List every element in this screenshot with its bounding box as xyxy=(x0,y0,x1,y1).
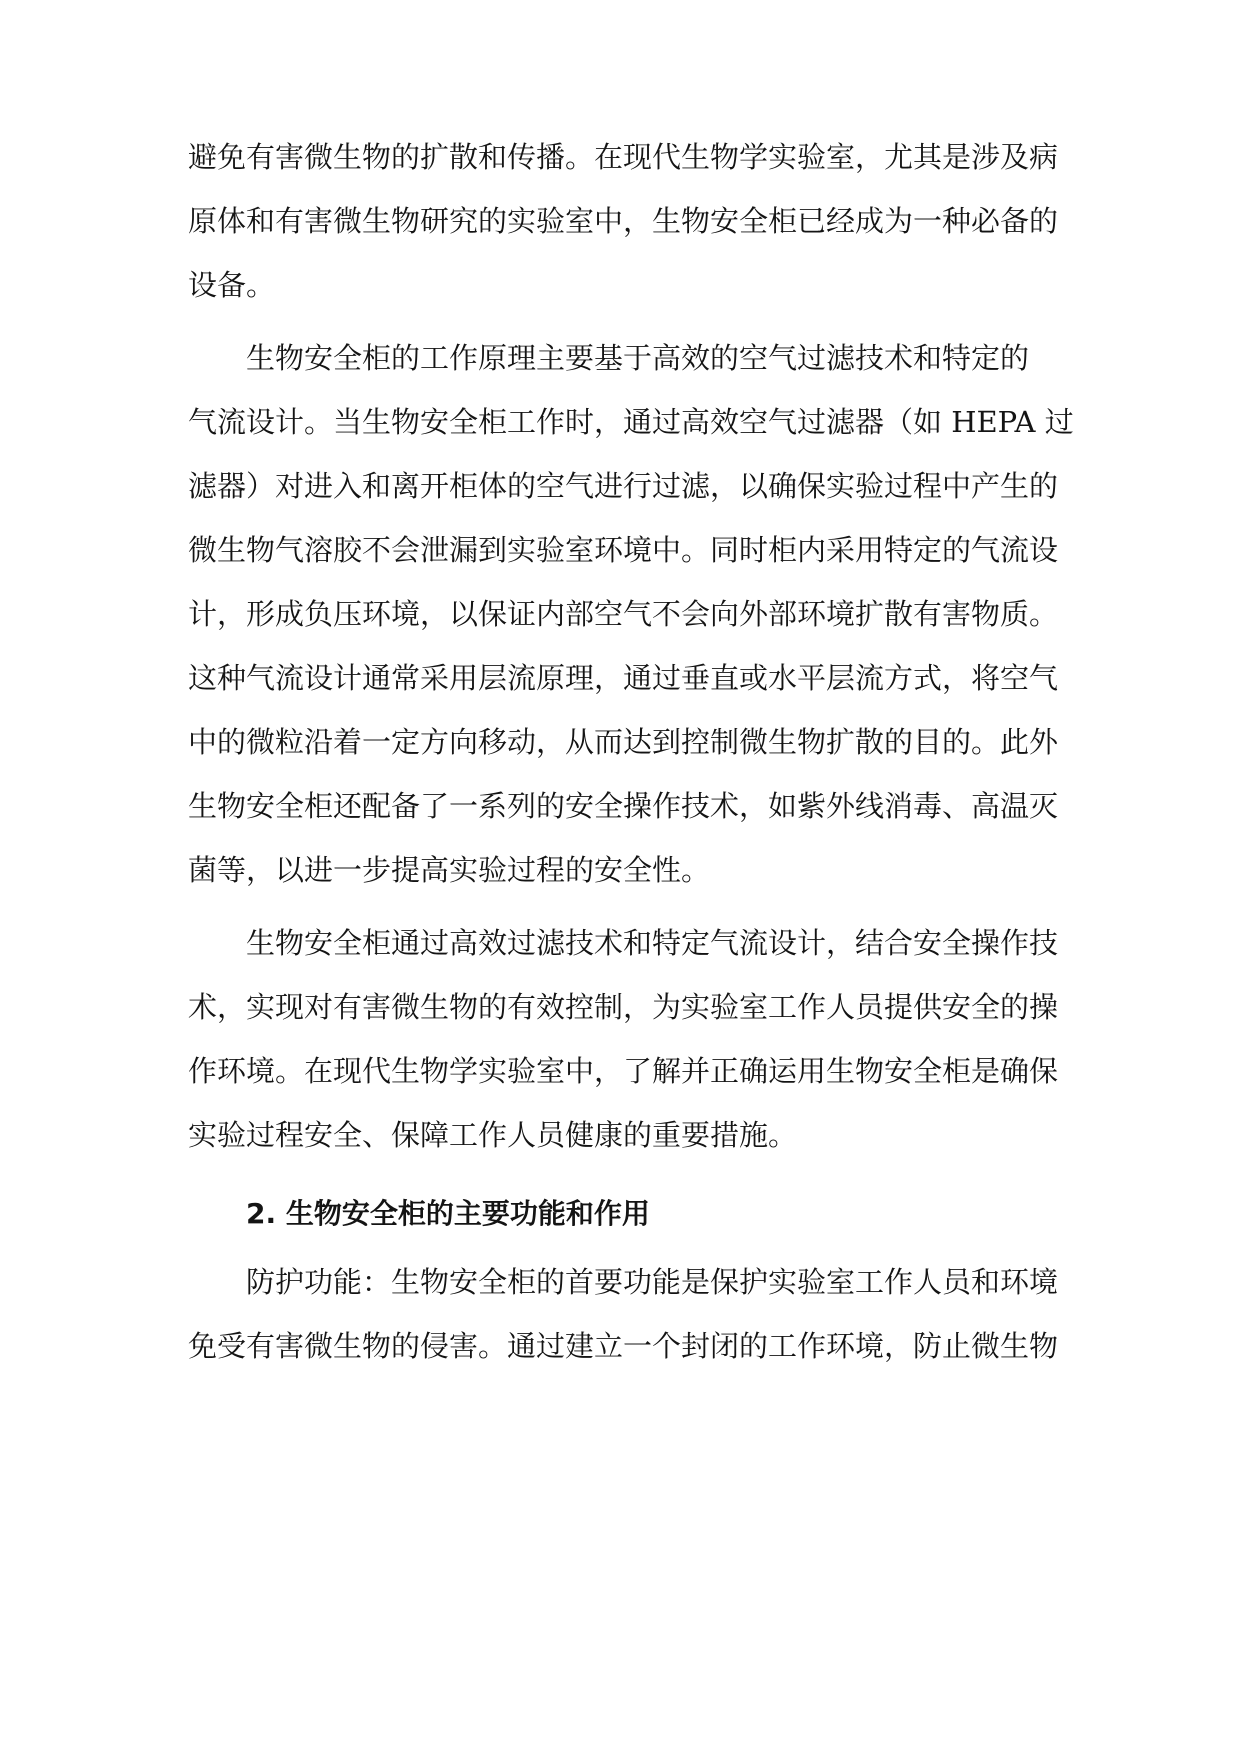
paragraph-3-line-4: 实验过程安全、保障工作人员健康的重要措施。 xyxy=(188,1118,798,1152)
paragraph-3-line-1: 生物安全柜通过高效过滤技术和特定气流设计，结合安全操作技 xyxy=(246,926,1059,960)
paragraph-2-line-8: 生物安全柜还配备了一系列的安全操作技术，如紫外线消毒、高温灭 xyxy=(188,789,1059,823)
paragraph-2-line-6: 这种气流设计通常采用层流原理，通过垂直或水平层流方式，将空气 xyxy=(188,661,1059,695)
paragraph-2-line-7: 中的微粒沿着一定方向移动，从而达到控制微生物扩散的目的。此外 xyxy=(188,725,1059,759)
section-heading: 2. 生物安全柜的主要功能和作用 xyxy=(246,1197,650,1230)
paragraph-3-line-2: 术，实现对有害微生物的有效控制，为实验室工作人员提供安全的操 xyxy=(188,990,1059,1024)
paragraph-2-line-4: 微生物气溶胶不会泄漏到实验室环境中。同时柜内采用特定的气流设 xyxy=(188,533,1059,567)
paragraph-3-line-3: 作环境。在现代生物学实验室中，了解并正确运用生物安全柜是确保 xyxy=(188,1054,1059,1088)
paragraph-2-line-5: 计，形成负压环境，以保证内部空气不会向外部环境扩散有害物质。 xyxy=(188,597,1059,631)
paragraph-1-line-1: 避免有害微生物的扩散和传播。在现代生物学实验室，尤其是涉及病 xyxy=(188,140,1059,174)
paragraph-2-line-2: 气流设计。当生物安全柜工作时，通过高效空气过滤器（如 HEPA 过 xyxy=(188,405,1074,439)
paragraph-1-line-3: 设备。 xyxy=(188,268,276,302)
paragraph-1-line-2: 原体和有害微生物研究的实验室中，生物安全柜已经成为一种必备的 xyxy=(188,204,1059,238)
paragraph-2-line-1: 生物安全柜的工作原理主要基于高效的空气过滤技术和特定的 xyxy=(246,341,1030,375)
paragraph-2-line-9: 菌等，以进一步提高实验过程的安全性。 xyxy=(188,853,711,887)
paragraph-2-line-3: 滤器）对进入和离开柜体的空气进行过滤，以确保实验过程中产生的 xyxy=(188,469,1059,503)
paragraph-4-line-1: 防护功能：生物安全柜的首要功能是保护实验室工作人员和环境 xyxy=(246,1265,1059,1299)
paragraph-4-line-2: 免受有害微生物的侵害。通过建立一个封闭的工作环境，防止微生物 xyxy=(188,1329,1059,1363)
